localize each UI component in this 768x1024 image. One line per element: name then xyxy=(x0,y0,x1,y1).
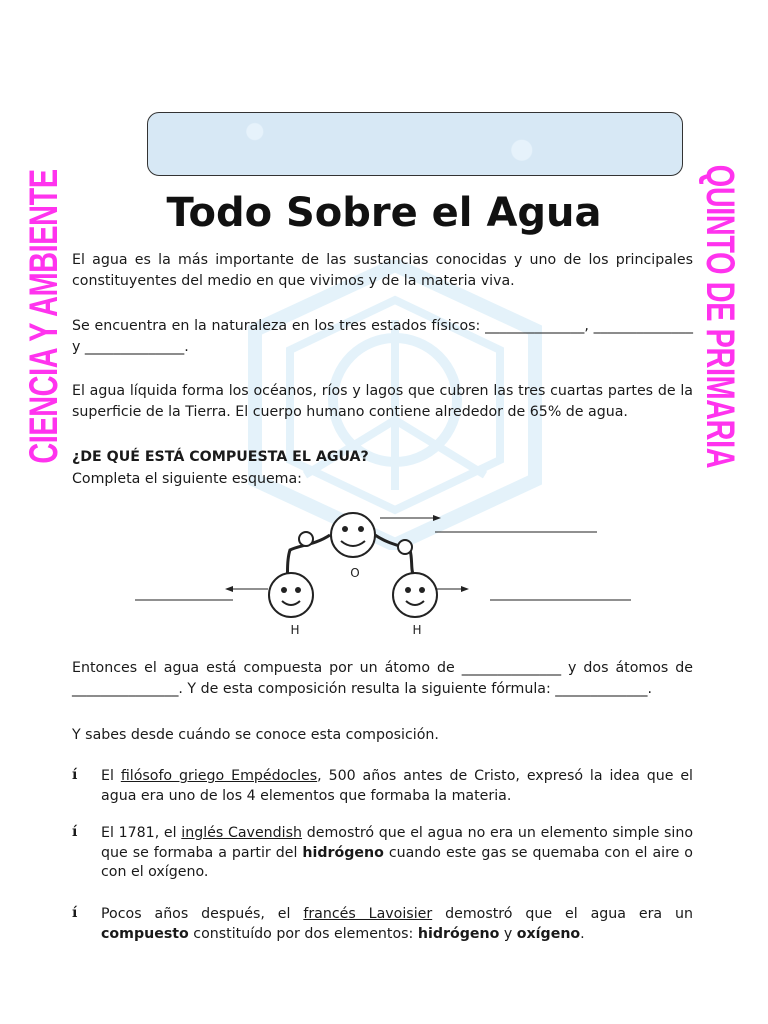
bullet-cavendish: í El 1781, el inglés Cavendish demostró que el agua no era un elemento simple sino que se formaba a partir del hidrógeno cuando este gas se quemaba con el aire o con el oxígeno. xyxy=(72,824,694,880)
section-heading: ¿DE QUÉ ESTÁ COMPUESTA EL AGUA? xyxy=(72,449,369,465)
paragraph-intro: El agua es la más importante de las sustancias conocidas y uno de los principales constituyentes del medio en que vivimos y de la materia viva. xyxy=(72,252,693,289)
bullet-mark: í xyxy=(72,767,78,783)
link-cavendish[interactable]: inglés Cavendish xyxy=(181,825,303,841)
oxygen-atom xyxy=(331,513,375,557)
bullet-mark: í xyxy=(72,824,78,840)
paragraph-history-intro: Y sabes desde cuándo se conoce esta composición. xyxy=(72,727,439,743)
side-banner-left-text: CIENCIA Y AMBIENTE xyxy=(21,168,66,464)
bullet-lavoisier: í Pocos años después, el francés Lavoisier demostró que el agua era un compuesto constituído por dos elementos: hidrógeno y oxígeno. xyxy=(72,905,693,942)
side-banner-right-text: QUINTO DE PRIMARIA xyxy=(698,164,743,468)
hydrogen-label-right: H xyxy=(412,623,422,637)
paragraph-states: Se encuentra en la naturaleza en los tres estados físicos: ______________, ______________ y ______________. xyxy=(72,318,693,355)
oxygen-label: O xyxy=(350,566,360,580)
paragraph-liquid-water: El agua líquida forma los océanos, ríos y lagos que cubren las tres cuartas partes de la superficie de la Tierra. El cuerpo humano contiene alrededor de 65% de agua. xyxy=(72,383,693,420)
arrow-right-top xyxy=(433,515,441,521)
link-empedocles[interactable]: filósofo griego Empédocles xyxy=(120,768,318,784)
hydrogen-atom-left xyxy=(269,573,313,617)
water-molecule-diagram xyxy=(125,505,645,645)
instruction-text: Completa el siguiente esquema: xyxy=(72,471,302,487)
paragraph-composition: Entonces el agua está compuesta por un átomo de ______________ y dos átomos de _______________. Y de esta composición resulta la siguiente fórmula: _____________. xyxy=(72,660,693,697)
page-title: Todo Sobre el Agua xyxy=(166,190,602,236)
header-decorative-box xyxy=(147,112,683,176)
arrow-right-bottom xyxy=(461,586,469,592)
bullet-empedocles: í El filósofo griego Empédocles, 500 años antes de Cristo, expresó la idea que el agua era uno de los 4 elementos que formaba la materia. xyxy=(72,767,693,804)
link-lavoisier[interactable]: francés Lavoisier xyxy=(303,906,433,922)
arrow-left xyxy=(225,586,233,592)
hydrogen-label-left: H xyxy=(290,623,300,637)
hydrogen-atom-right xyxy=(393,573,437,617)
bullet-mark: í xyxy=(72,905,78,921)
